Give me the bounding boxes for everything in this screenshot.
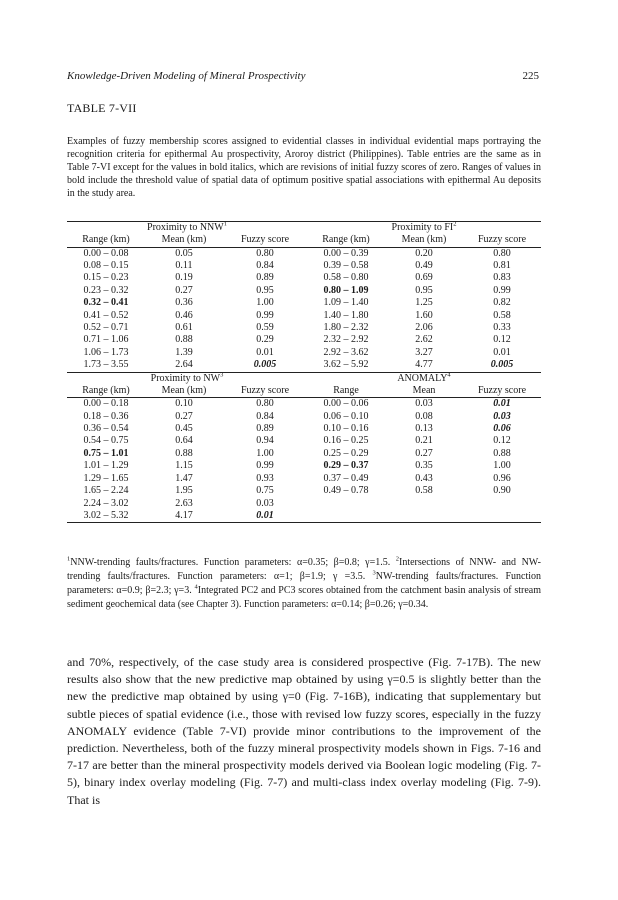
table-cell: 0.06 – 0.10 <box>323 410 369 422</box>
fuzzy-score-table <box>67 221 541 523</box>
table-cell: 0.71 – 1.06 <box>83 334 129 346</box>
table-cell: 2.92 – 3.62 <box>323 346 369 358</box>
table-cell: 0.005 <box>253 359 277 371</box>
table-cell: 0.15 – 0.23 <box>83 272 129 284</box>
table-cell <box>385 498 463 510</box>
table-cell: 1.15 <box>175 460 193 472</box>
table-cell: 0.93 <box>256 472 274 484</box>
table-cell: 1.65 – 2.24 <box>83 485 129 497</box>
table-cell: 0.46 <box>175 309 193 321</box>
table-cell: 0.99 <box>256 309 274 321</box>
table-cell: 0.03 <box>415 398 433 410</box>
table-cell: 2.64 <box>175 359 193 371</box>
table-cell: 0.12 <box>493 334 511 346</box>
column-header-row <box>67 234 541 247</box>
table-row <box>67 460 541 472</box>
table-cell: 2.06 <box>415 322 433 334</box>
table-cell: 0.69 <box>415 272 433 284</box>
column-header: Mean (km) <box>145 234 223 247</box>
table-cell: 0.75 – 1.01 <box>83 447 129 459</box>
table-cell: 0.19 <box>175 272 193 284</box>
table-cell: 1.09 – 1.40 <box>323 297 369 309</box>
table-cell: 0.10 <box>175 398 193 410</box>
table-cell: 0.80 <box>256 247 274 259</box>
column-header: Range (km) <box>307 234 385 247</box>
table-cell: 1.73 – 3.55 <box>83 359 129 371</box>
table-cell: 0.21 <box>415 435 433 447</box>
table-cell: 0.49 <box>415 260 433 271</box>
table-caption: Examples of fuzzy membership scores assigned to evidential classes in individual evidential maps portraying the recognition criteria for epithermal Au prospectivity, Aroroy district (Philippines). Table entries are the same as in Table 7-VI except for the values in bold italics, which are revisions of initial fuzzy scores of zero. Ranges of values in bold include the threshold value of spatial data of optimum positive spatial associations with epithermal Au deposits in the study area. <box>67 136 541 200</box>
table-row <box>67 247 541 260</box>
table-cell: 0.58 <box>493 309 511 321</box>
table-cell: 0.25 – 0.29 <box>323 447 369 459</box>
group-header-nnw: Proximity to NNW$^1$ <box>67 222 307 235</box>
table-cell: 2.63 <box>175 497 193 509</box>
table-cell: 0.08 – 0.15 <box>83 260 129 271</box>
table-cell: 0.18 – 0.36 <box>83 410 129 422</box>
table-cell: 1.40 – 1.80 <box>323 309 369 321</box>
table-cell: 0.20 <box>415 247 433 259</box>
table-cell: 0.23 – 0.32 <box>83 284 129 296</box>
table-cell: 0.29 <box>256 334 274 346</box>
table-cell: 0.64 <box>175 435 193 447</box>
table-cell: 0.88 <box>493 447 511 459</box>
table-cell: 0.05 <box>175 247 193 259</box>
page-number: 225 <box>522 70 539 82</box>
table-cell: 0.35 <box>415 460 433 472</box>
column-header-row <box>67 385 541 398</box>
table-cell: 0.27 <box>175 410 193 422</box>
table-cell: 0.005 <box>490 359 514 371</box>
column-header: Range (km) <box>67 234 145 247</box>
column-header: Fuzzy score <box>463 234 541 247</box>
table-cell: 0.95 <box>256 284 274 296</box>
table-row <box>67 260 541 272</box>
table-cell: 1.01 – 1.29 <box>83 460 129 472</box>
table-cell: 0.27 <box>415 447 433 459</box>
table-cell: 0.01 <box>493 346 511 358</box>
table-cell: 0.83 <box>493 272 511 284</box>
table-cell: 0.32 – 0.41 <box>83 297 129 309</box>
table-cell: 0.80 – 1.09 <box>323 284 369 296</box>
table-cell: 0.13 <box>415 423 433 435</box>
running-header <box>67 70 539 86</box>
table-cell: 1.39 <box>175 346 193 358</box>
table-cell: 0.95 <box>415 284 433 296</box>
column-header: Mean (km) <box>385 234 463 247</box>
table-cell: 3.02 – 5.32 <box>67 510 145 523</box>
table-cell: 1.29 – 1.65 <box>83 472 129 484</box>
table-cell: 3.62 – 5.92 <box>323 359 369 371</box>
table-row <box>67 411 541 423</box>
table-cell <box>307 510 385 523</box>
table-cell: 0.29 – 0.37 <box>323 460 369 472</box>
table-row <box>67 498 541 510</box>
table-cell: 0.39 – 0.58 <box>323 260 369 271</box>
group-header-fi: Proximity to $FI^2$ <box>307 222 541 235</box>
table-cell: 0.54 – 0.75 <box>83 435 129 447</box>
table-cell: 2.32 – 2.92 <box>323 334 369 346</box>
table-cell: 0.59 <box>256 322 274 334</box>
table-cell: 0.36 – 0.54 <box>83 423 129 435</box>
table-row <box>67 485 541 497</box>
table-cell: 0.61 <box>175 322 193 334</box>
table-row <box>67 473 541 485</box>
table-cell: 0.89 <box>256 423 274 435</box>
table-row <box>67 448 541 460</box>
table-cell: 1.06 – 1.73 <box>83 346 129 358</box>
table-cell: 0.80 <box>493 247 511 259</box>
body-paragraph: and 70%, respectively, of the case study area is considered prospective (Fig. 7-17B). The new results also show that the new predictive map obtained by using γ=0.5 is slightly better than the new the predictive map obtained by using γ=0 (Fig. 7-16B), indicating that supplementary but subtle pieces of spatial evidence (i.e., those with revised low fuzzy scores, especially in the fuzzy ANOMALY evidence (Table 7-VI) provide minor contributions to the improvement of the prediction. Nevertheless, both of the fuzzy mineral prospectivity models shown in Figs. 7-16 and 7-17 are better than the mineral prospectivity models derived via Boolean logic modeling (Fig. 7-5), binary index overlay modeling (Fig. 7-7) and multi-class index overlay modeling (Fig. 7-9). That is <box>67 655 541 807</box>
table-cell: 0.99 <box>493 284 511 296</box>
table-cell: 0.45 <box>175 423 193 435</box>
table-cell: 1.80 – 2.32 <box>323 322 369 334</box>
table-cell: 0.84 <box>256 410 274 422</box>
table-cell: 0.81 <box>493 260 511 271</box>
table-cell: 0.43 <box>415 472 433 484</box>
table-cell: 1.00 <box>493 460 511 472</box>
table-cell: 0.88 <box>175 334 193 346</box>
table-cell: 0.00 – 0.06 <box>323 398 369 410</box>
group-header-nw: Proximity to $NW^3$ <box>67 372 307 385</box>
column-header: Mean (km) <box>145 385 223 398</box>
table-cell: 0.80 <box>256 398 274 410</box>
table-cell: 0.90 <box>493 485 511 497</box>
table-cell <box>463 510 541 523</box>
table-title: TABLE 7-VII <box>67 101 137 115</box>
table-cell: 1.95 <box>175 485 193 497</box>
table-cell: 0.52 – 0.71 <box>83 322 129 334</box>
table-cell: 0.49 – 0.78 <box>323 485 369 497</box>
table-cell: 0.36 <box>175 297 193 309</box>
table-cell <box>385 510 463 523</box>
table-cell: 0.99 <box>256 460 274 472</box>
table-cell: 1.25 <box>415 297 433 309</box>
running-title: Knowledge-Driven Modeling of Mineral Prospectivity <box>67 70 306 82</box>
table-row <box>67 423 541 435</box>
table-cell: 0.11 <box>175 260 193 271</box>
table-cell: 0.37 – 0.49 <box>323 472 369 484</box>
table-cell: 0.82 <box>493 297 511 309</box>
table-cell: 0.33 <box>493 322 511 334</box>
table-row <box>67 359 541 372</box>
table-cell: 0.12 <box>493 435 511 447</box>
group-header-anomaly: ANOMALY$^4$ <box>307 372 541 385</box>
table-cell: 1.60 <box>415 309 433 321</box>
table-row <box>67 435 541 447</box>
table-cell <box>307 498 385 510</box>
table-cell: 1.47 <box>175 472 193 484</box>
table-cell: 0.01 <box>223 510 307 523</box>
table-cell: 0.41 – 0.52 <box>83 309 129 321</box>
table-row <box>67 334 541 346</box>
table-cell: 0.08 <box>415 410 433 422</box>
table-cell: 0.10 – 0.16 <box>323 423 369 435</box>
table-row <box>67 310 541 322</box>
table-cell: 0.00 – 0.08 <box>83 247 129 259</box>
table-cell: 0.01 <box>493 398 511 410</box>
table-cell: 0.03 <box>493 410 511 422</box>
table-cell: 1.00 <box>256 447 274 459</box>
table-cell: 0.58 – 0.80 <box>323 272 369 284</box>
table-cell: 0.94 <box>256 435 274 447</box>
column-header: Fuzzy score <box>223 234 307 247</box>
table-cell: 0.16 – 0.25 <box>323 435 369 447</box>
table-cell: 0.00 – 0.18 <box>83 398 129 410</box>
table-cell: 0.00 – 0.39 <box>323 247 369 259</box>
table-cell: 0.03 <box>256 497 274 509</box>
table-cell: 0.27 <box>175 284 193 296</box>
table-cell: 0.01 <box>256 346 274 358</box>
column-header: Fuzzy score <box>463 385 541 398</box>
table-cell: 0.96 <box>493 472 511 484</box>
table-cell: 4.77 <box>415 359 433 371</box>
table-cell: 4.17 <box>145 510 223 523</box>
column-header: Range (km) <box>67 385 145 398</box>
table-cell: 2.24 – 3.02 <box>83 497 129 509</box>
table-row <box>67 347 541 359</box>
column-header: Fuzzy score <box>223 385 307 398</box>
table-cell <box>463 498 541 510</box>
table-cell: 0.06 <box>493 423 511 435</box>
table-cell: 1.00 <box>256 297 274 309</box>
column-header: Mean <box>385 385 463 398</box>
table-row <box>67 398 541 411</box>
table-cell: 0.89 <box>256 272 274 284</box>
table-row <box>67 322 541 334</box>
table-row <box>67 285 541 297</box>
table-cell: 2.62 <box>415 334 433 346</box>
table-footnotes: $^1$NNW-trending faults/fractures. Function parameters: α=0.35; β=0.8; γ=1.5. $^2$Intersections of NNW- and NW-trending faults/fractures. Function parameters: α=1; β=1.9; γ =3.5. $^3$NW-trending faults/fractures. Function parameters: α=0.9; β=2.3; γ=3. $^4$Integrated PC2 and PC3 scores obtained from the catchment basin analysis of stream sediment geochemical data (see Chapter 3). Function parameters: α=0.14; β=0.26; γ=0.34. <box>67 555 542 610</box>
table-cell: 3.27 <box>415 346 433 358</box>
table-row <box>67 272 541 284</box>
column-header: Range <box>307 385 385 398</box>
table-row <box>67 297 541 309</box>
table-cell: 0.75 <box>256 485 274 497</box>
table-cell: 0.84 <box>256 260 274 271</box>
table-row <box>67 510 541 523</box>
table-cell: 0.88 <box>175 447 193 459</box>
table-cell: 0.58 <box>415 485 433 497</box>
